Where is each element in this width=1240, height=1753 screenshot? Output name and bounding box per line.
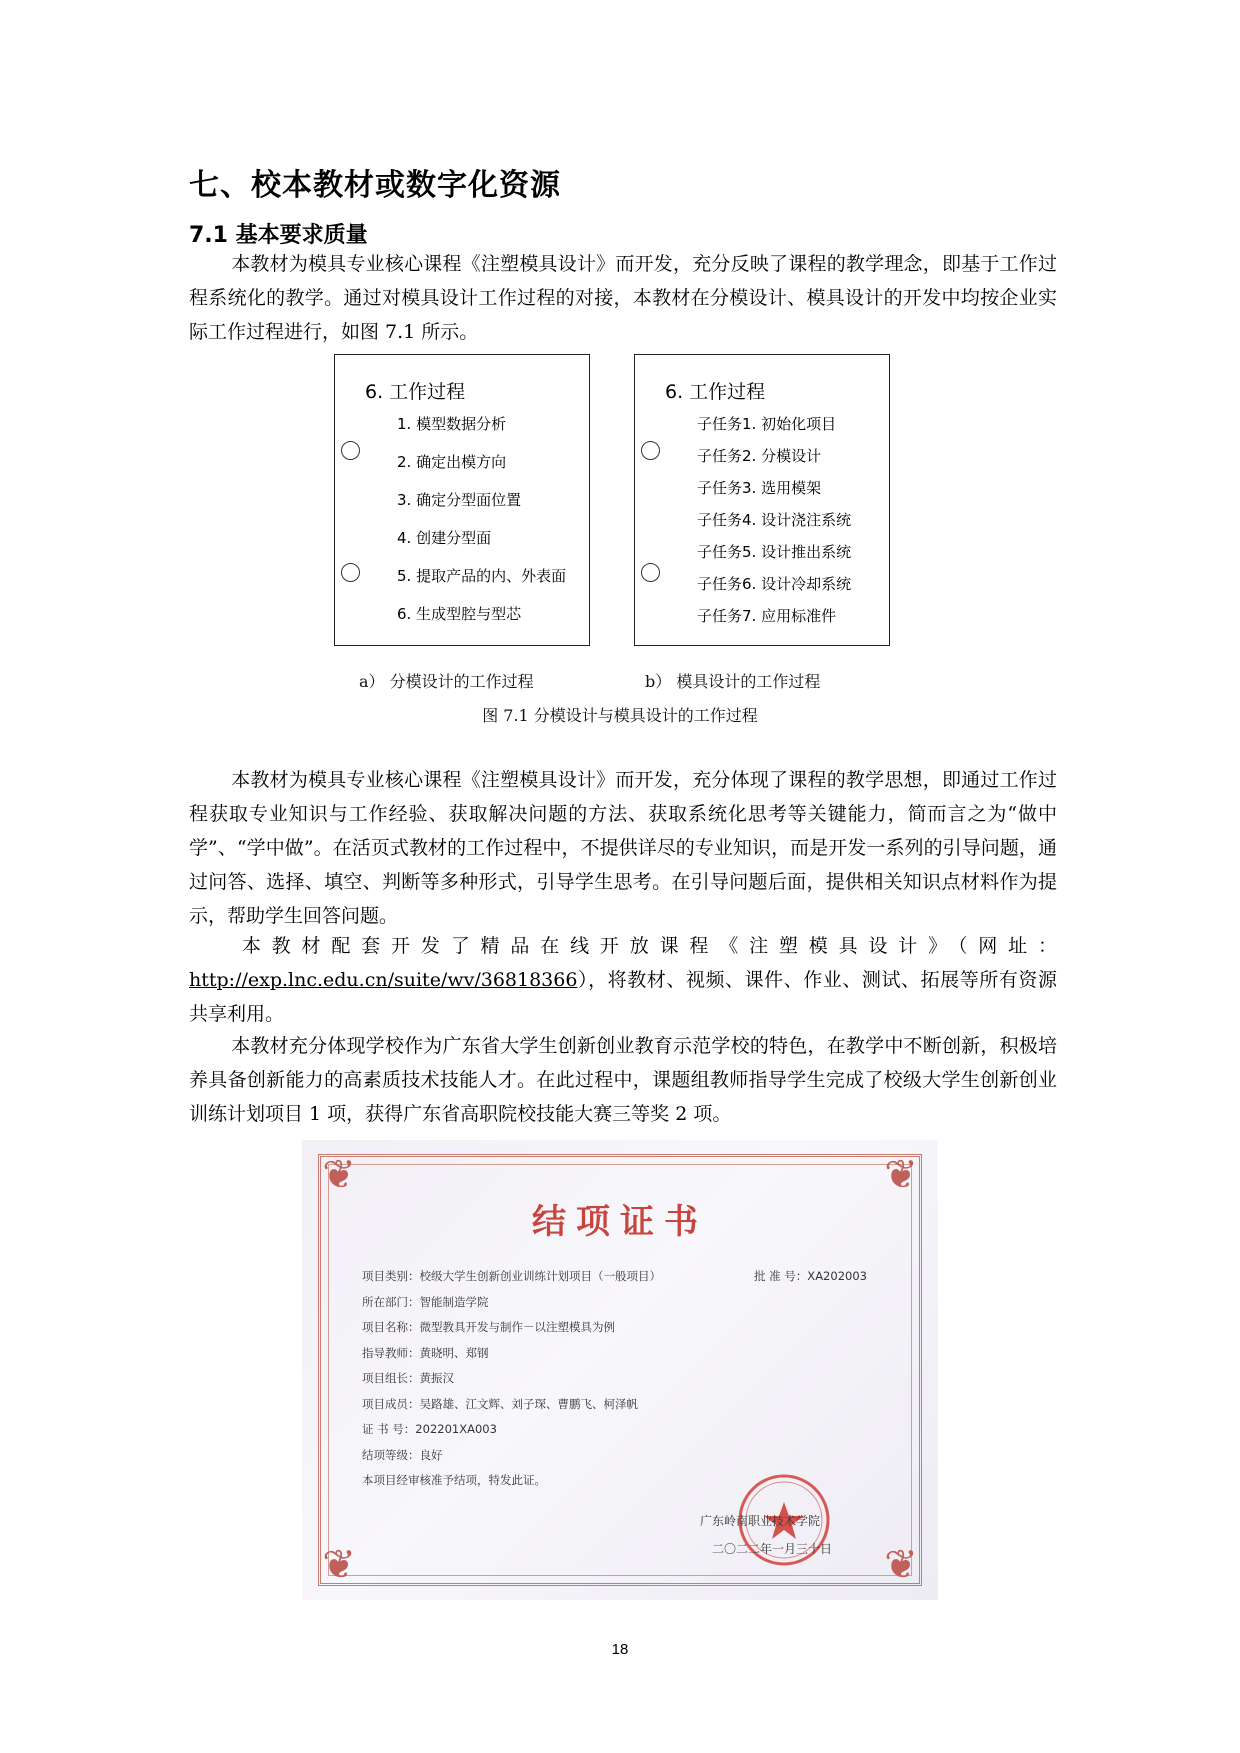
subsection-title: 7.1 基本要求质量 [189, 223, 368, 248]
certificate-row: 结项等级：良好 [362, 1447, 443, 1462]
list-item: 2. 确定出模方向 [397, 453, 507, 471]
panel-b-list [697, 411, 851, 635]
paragraph-2-text: 本教材为模具专业核心课程《注塑模具设计》而开发，充分体现了课程的教学思想，即通过工作过程获取专业知识与工作经验、获取解决问题的方法、获取系统化思考等关键能力，简而言之为“做中学”、“学中做”。在活页式教材的工作过程中，不提供详尽的专业知识，而是开发一系列的引导问题，通过问答、选择、填空、判断等多种形式，引导学生思考。在引导问题后面，提供相关知识点材料作为提示，帮助学生回答问题。 [189, 769, 1057, 927]
list-item: 子任务6. 设计冷却系统 [697, 575, 852, 593]
corner-ornament-icon: ❦ [884, 1152, 918, 1198]
approval-number: 批 准 号：XA202003 [754, 1269, 867, 1283]
list-item: 5. 提取产品的内、外表面 [397, 567, 567, 585]
figure-panel-b [634, 354, 890, 646]
ring-hole-icon [341, 441, 360, 460]
paragraph-3 [189, 929, 1057, 1031]
ring-hole-icon [641, 441, 660, 460]
list-item: 1. 模型数据分析 [397, 415, 507, 433]
issuer-name: 广东岭南职业技术学院 [700, 1514, 821, 1528]
certificate-image [302, 1140, 938, 1600]
ring-hole-icon [641, 563, 660, 582]
figure-panel-a [334, 354, 590, 646]
paragraph-1 [189, 247, 1057, 349]
list-item: 子任务2. 分模设计 [697, 447, 822, 465]
certificate-row: 证 书 号：202201XA003 [362, 1422, 497, 1436]
ring-hole-icon [341, 563, 360, 582]
certificate-fields [362, 1268, 661, 1498]
page-number: 18 [611, 1641, 629, 1658]
certificate-row: 所在部门：智能制造学院 [362, 1294, 489, 1309]
list-item: 6. 生成型腔与型芯 [397, 605, 522, 623]
certificate-row: 本项目经审核准予结项，特发此证。 [362, 1473, 546, 1487]
certificate-row: 项目名称：微型教具开发与制作－以注塑模具为例 [362, 1320, 615, 1334]
panel-a-list [397, 411, 566, 639]
list-item: 子任务5. 设计推出系统 [697, 543, 852, 561]
course-url-link[interactable]: http://exp.lnc.edu.cn/suite/wv/36818366 [189, 969, 578, 991]
list-item: 3. 确定分型面位置 [397, 491, 522, 509]
panel-a-title: 6. 工作过程 [365, 381, 466, 403]
paragraph-3-text-a: 本教材配套开发了精品在线开放课程《注塑模具设计》（网址： [231, 935, 1057, 957]
list-item: 子任务3. 选用模架 [697, 479, 822, 497]
list-item: 4. 创建分型面 [397, 529, 492, 547]
paragraph-4-text: 本教材充分体现学校作为广东省大学生创新创业教育示范学校的特色，在教学中不断创新，积极培养具备创新能力的高素质技术技能人才。在此过程中，课题组教师指导学生完成了校级大学生创新创业训练计划项目 1 项，获得广东省高职院校技能大赛三等奖 2 项。 [189, 1035, 1057, 1125]
certificate-row: 项目类别：校级大学生创新创业训练计划项目（一般项目） [362, 1269, 661, 1283]
paragraph-3-text-b: ），将教材、视频、课件、作业、测试、拓展等所有资源共享利用。 [189, 969, 1057, 1025]
corner-ornament-icon: ❦ [884, 1542, 918, 1588]
certificate-title: 结项证书 [532, 1202, 708, 1242]
certificate-row: 项目组长：黄振汉 [362, 1371, 454, 1385]
list-item: 子任务4. 设计浇注系统 [697, 511, 852, 529]
issue-date: 二〇二二年一月三十日 [712, 1542, 833, 1556]
panel-b-title: 6. 工作过程 [665, 381, 766, 403]
list-item: 子任务1. 初始化项目 [697, 415, 837, 433]
paragraph-4 [189, 1029, 1057, 1131]
figure-caption: 图 7.1 分模设计与模具设计的工作过程 [482, 706, 758, 725]
corner-ornament-icon: ❦ [322, 1542, 356, 1588]
certificate-row: 指导教师：黄晓明、郑钢 [362, 1345, 489, 1360]
paragraph-1-text: 本教材为模具专业核心课程《注塑模具设计》而开发，充分反映了课程的教学理念，即基于工作过程系统化的教学。通过对模具设计工作过程的对接，本教材在分模设计、模具设计的开发中均按企业实际工作过程进行，如图 7.1 所示。 [189, 253, 1057, 343]
subcaption-a: a） 分模设计的工作过程 [359, 672, 534, 691]
section-title: 七、校本教材或数字化资源 [189, 168, 561, 203]
certificate-row: 项目成员：吴路雄、江文辉、刘子琛、曹鹏飞、柯泽帆 [362, 1396, 638, 1411]
list-item: 子任务7. 应用标准件 [697, 607, 837, 625]
paragraph-2 [189, 763, 1057, 933]
subcaption-b: b） 模具设计的工作过程 [645, 672, 821, 691]
corner-ornament-icon: ❦ [322, 1152, 356, 1198]
